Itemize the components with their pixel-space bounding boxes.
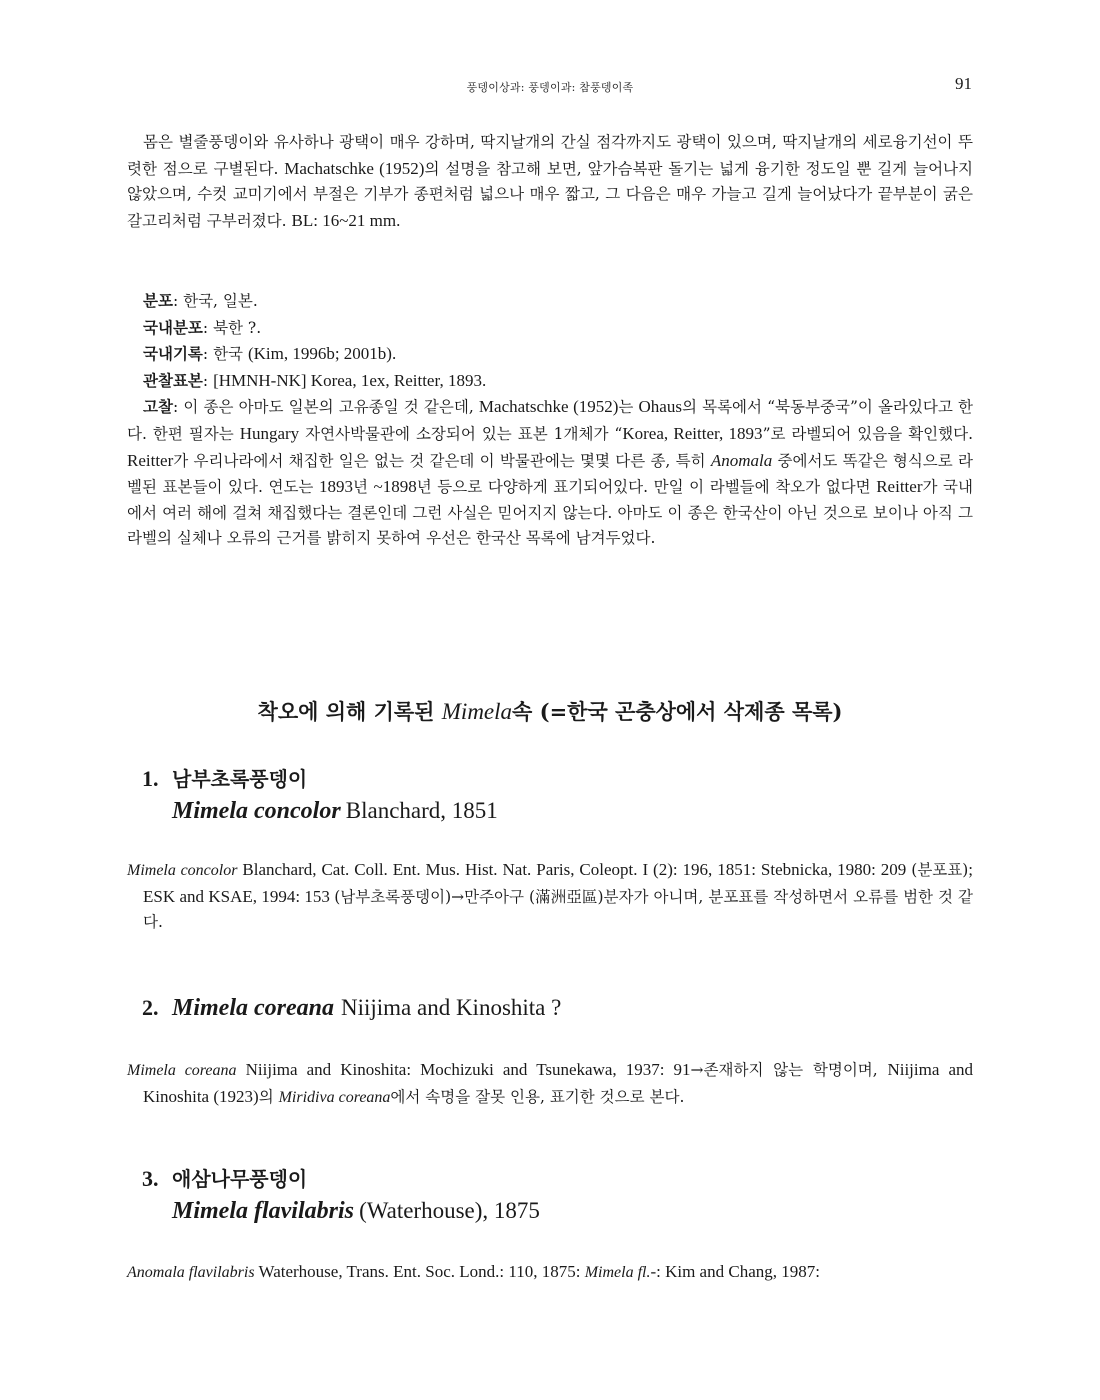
specimens-field: 관찰표본: [HMNH-NK] Korea, 1ex, Reitter, 1893. [143,370,487,390]
remarks-author: Ohaus [638,397,682,417]
page-header [0,76,1100,96]
domestic-distribution-field: 국내분포: 북한 ?. [143,317,262,337]
synonymy-citation: Niijima and Kinoshita: Mochizuki and Tsunekawa, 1937: 91 [236,1060,691,1079]
species-entry-2 [142,992,962,1024]
running-title: 풍뎅이상과: 풍뎅이과: 참풍뎅이족 [466,81,634,94]
distribution-text: 한국, 일본. [183,292,258,310]
remarks-citation: Machatschke (1952) [478,397,619,417]
remarks-text: 의 목록에서 “북동부중국”이 올라있다고 한다. 한편 필자는 [127,398,973,443]
body-length: BL: 16~21 mm. [291,210,401,230]
synonymy-paragraph [127,1259,973,1286]
species-number: 1. [142,766,159,791]
species-author: (Waterhouse), 1875 [359,1198,540,1223]
species-number: 2. [142,995,159,1020]
species-name-line [142,795,962,827]
species-scientific-name: Mimela coreana [172,995,334,1021]
synonymy-name: Mimela fl. [584,1264,651,1281]
species-author: Blanchard, 1851 [345,798,498,823]
domestic-record-text: 한국 [213,345,248,364]
species-number: 3. [142,1166,159,1191]
synonymy-name: Miridiva coreana [278,1088,391,1106]
synonymy-citation: Blanchard, Cat. Coll. Ent. Mus. Hist. Nat. Paris, Coleopt. I (2): 196, 1851: Stebnicka, 1980: 209 [237,860,912,879]
description-text-2: 의 설명을 참고해 보면, 앞가슴복판 돌기는 넓게 융기한 정도일 뿐 길게 늘어나지 않았으며, 수컷 교미기에서 부절은 기부가 종편처럼 넓으나 매우 짧고, 그 다음은 매우 가늘고 길게 늘어났다가 끝부분이 굵은 갈고리처럼 구부러졌다. [127,159,973,230]
section-heading-text: 착오에 의해 기록된 [257,699,442,724]
remarks-text: 년 등으로 다양하게 표기되어있다. 만일 이 라벨들에 착오가 없다면 [416,478,877,497]
remarks-text: 자연사박물관에 소장되어 있는 표본 1개체가 “ [299,424,623,443]
distribution-label: 분포 [143,291,173,310]
species-header-line [142,992,962,1024]
synonymy-citation: Niijima and Kinoshita (1923) [143,1060,974,1106]
species-3-synonymy [127,1259,973,1286]
species-header-line [142,763,962,795]
synonymy-text: (남부초록풍뎅이)→만주아구 (滿洲亞區)분자가 아니며, 분포표를 작성하면서 오류를 범한 것 같다. [143,887,973,932]
species-author: Niijima and Kinoshita ? [340,995,562,1020]
remarks-text: 이 종은 아마도 일본의 고유종일 것 같은데, [183,398,479,417]
domestic-distribution-text: 북한 ?. [213,318,262,337]
synonymy-name: Mimela concolor [127,862,238,879]
species-korean-name: 애삼나무풍뎅이 [172,1167,308,1191]
synonymy-citation: Waterhouse, Trans. Ent. Soc. Lond.: 110, 1875: [254,1262,585,1281]
remarks-year: 1893 [318,477,353,497]
section-heading-genus: Mimela [441,699,513,724]
remarks-text: 중에서도 똑같은 형식으로 라벨된 표본들이 있다. 연도는 [127,451,973,497]
fields-block [127,288,973,552]
remarks-text: ”로 라벨되어 있음을 확인했다. [762,424,974,443]
description-paragraph [127,130,973,234]
synonymy-text: 에서 속명을 잘못 인용, 표기한 것으로 본다. [390,1087,685,1106]
domestic-distribution-label: 국내분포 [143,317,203,337]
remarks-country: Hungary [239,423,300,443]
section-heading-text-2: 속 (=한국 곤충상에서 삭제종 목록) [512,699,843,724]
synonymy-citation: -: Kim and Chang, 1987: [650,1262,820,1281]
species-header-line [142,1163,962,1195]
remarks-collector: Reitter [127,450,174,470]
synonymy-name: Mimela coreana [127,1062,237,1079]
remarks-year: ~1898 [373,477,417,497]
remarks-text: 가 우리나라에서 채집한 일은 없는 것 같은데 이 박물관에는 몇몇 다른 종, 특히 [173,451,711,470]
remarks-text: 년 [352,478,374,497]
domestic-record-citation: (Kim, 1996b; 2001b). [247,344,397,364]
remarks-label: 고찰 [143,397,173,417]
species-entry-1 [142,763,962,827]
remarks-text: 가 국내에서 여러 해에 걸쳐 채집했다는 결론인데 그런 사실은 믿어지지 않는다. 아마도 이 종은 한국산이 아닌 것으로 보이나 아직 그 라벨의 실체나 오류의 근거를 밝히지 못하여 우선은 한국산 목록에 남겨두었다. [127,478,973,548]
remarks-collector: Reitter [876,477,923,497]
species-entry-3 [142,1163,962,1227]
domestic-record-field: 국내기록: 한국 (Kim, 1996b; 2001b). [143,344,397,364]
species-1-synonymy [127,857,973,936]
species-scientific-name: Mimela flavilabris [172,1198,354,1224]
synonymy-citation: ; ESK and KSAE, 1994: 153 [143,860,974,906]
description-citation: Machatschke (1952) [284,158,425,178]
specimens-label: 관찰표본 [143,370,203,390]
synonymy-name: Anomala flavilabris [127,1264,255,1281]
species-scientific-name: Mimela concolor [172,798,341,824]
remarks-field: 고찰: 이 종은 아마도 일본의 고유종일 것 같은데, Machatschke (1952)는 Ohaus의 목록에서 “북동부중국”이 올라있다고 한다. 한편 필자는 Hungary 자연사박물관에 소장되어 있는 표본 1개체가 “Korea, Reitter, 1893”로 라벨되어 있음을 확인했다. Reitter가 우리나라에서 채집한 일은 없는 것 같은데 이 박물관에는 몇몇 다른 종, 특히 Anomala 중에서도 똑같은 형식으로 라벨된 표본들이 있다. 연도는 1893년 ~1898년 등으로 다양하게 표기되어있다. 만일 이 라벨들에 착오가 없다면 Reitter가 국내에서 여러 해에 걸쳐 채집했다는 결론인데 그런 사실은 믿어지지 않는다. 아마도 이 종은 한국산이 아닌 것으로 보이나 아직 그 라벨의 실체나 오류의 근거를 밝히지 못하여 우선은 한국산 목록에 남겨두었다. [127,397,974,548]
remarks-genus: Anomala [710,450,773,470]
remarks-text: 는 [618,398,639,417]
section-heading [0,696,1100,726]
page-number: 91 [955,74,972,93]
specimens-text: [HMNH-NK] Korea, 1ex, Reitter, 1893. [213,370,487,390]
synonymy-text: →존재하지 않는 학명이며, [690,1061,888,1079]
distribution-field: 분포: 한국, 일본. [143,291,258,310]
species-name-line [142,1195,962,1227]
synonymy-text: 의 [258,1087,279,1106]
synonymy-paragraph [127,1057,973,1110]
description-text: 몸은 별줄풍뎅이와 유사하나 광택이 매우 강하며, 딱지날개의 간실 점각까지도 광택이 있으며, 딱지날개의 세로융기선이 뚜렷한 점으로 구별된다. [127,133,973,178]
synonymy-text: (분포표) [911,861,969,879]
synonymy-paragraph [127,857,973,936]
remarks-label-quote: Korea, Reitter, 1893 [622,423,763,443]
species-2-synonymy [127,1057,973,1110]
species-korean-name: 남부초록풍뎅이 [172,767,308,791]
domestic-record-label: 국내기록 [143,344,203,364]
